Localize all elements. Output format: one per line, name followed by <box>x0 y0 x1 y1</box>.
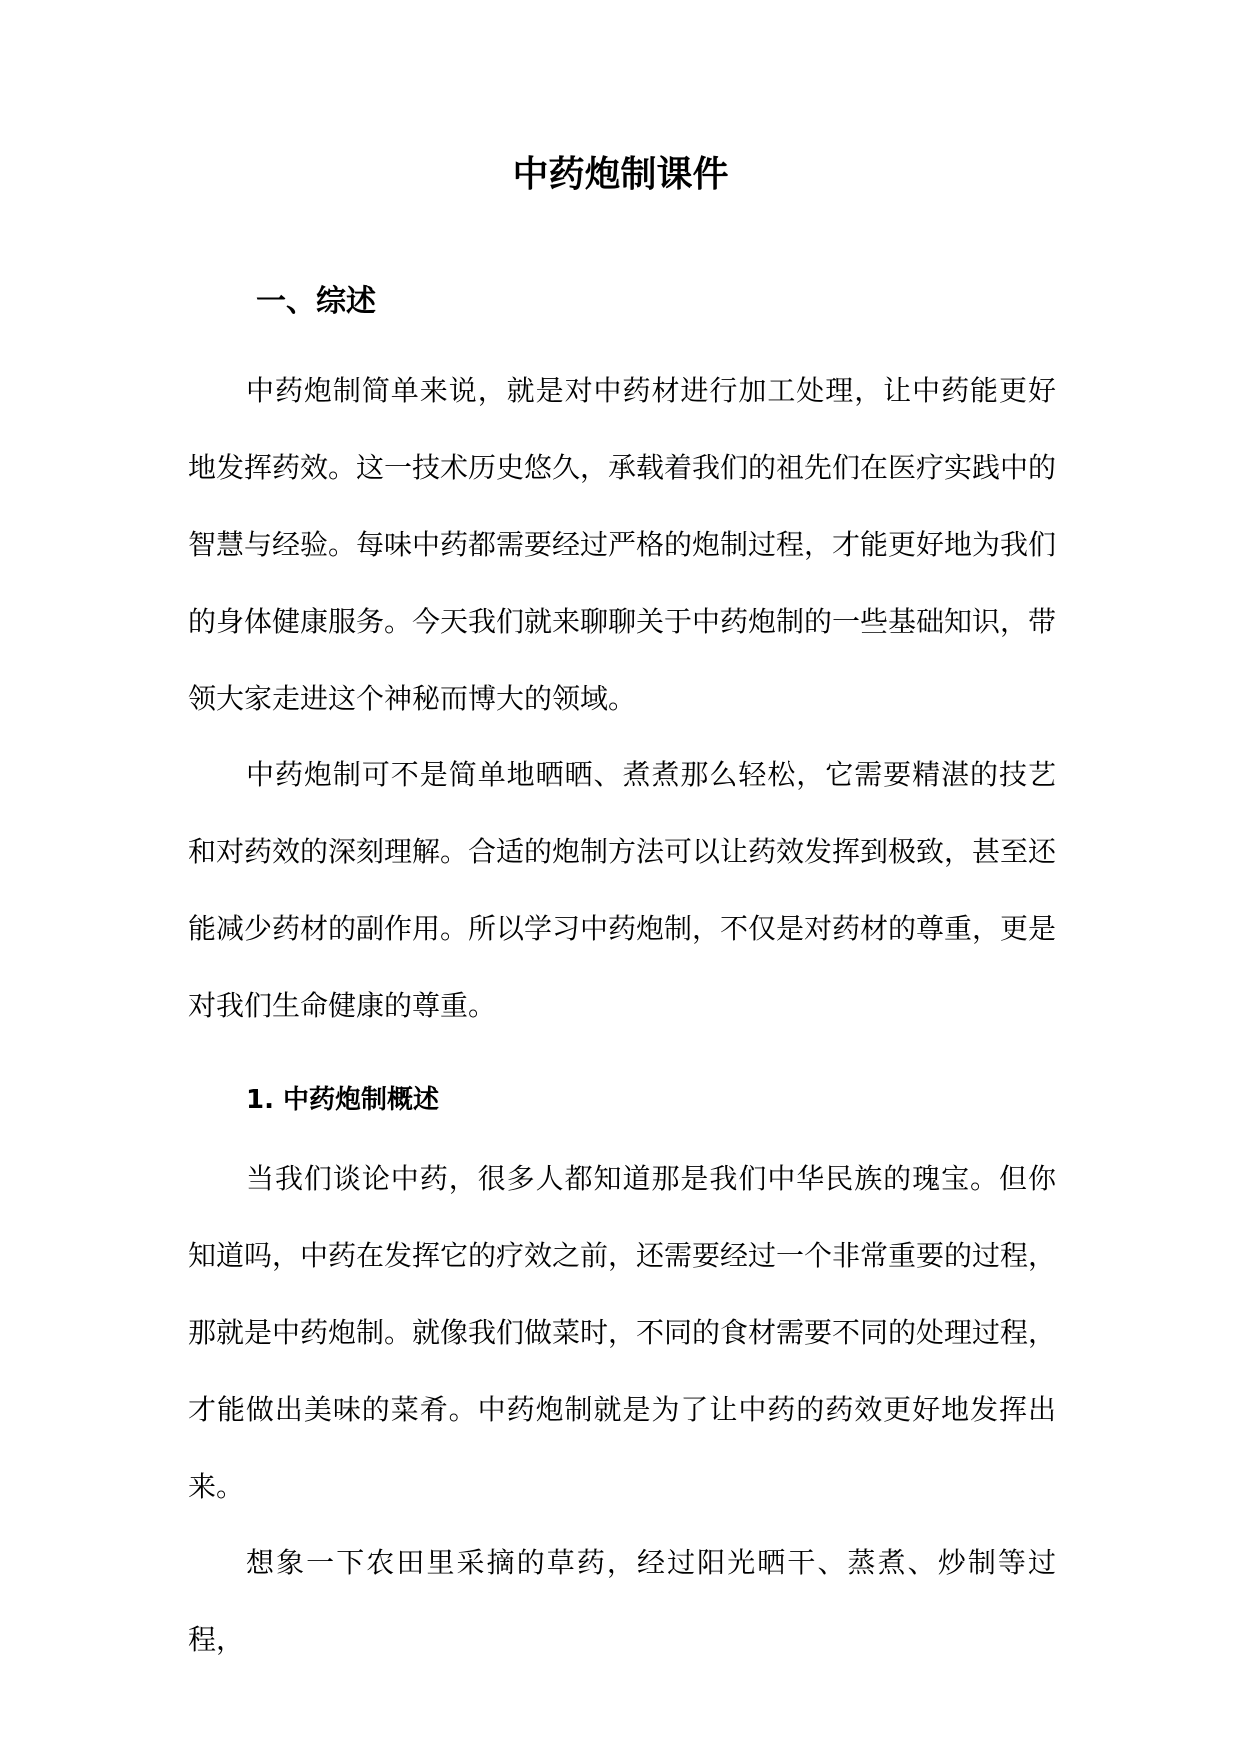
body-paragraph: 中药炮制可不是简单地晒晒、煮煮那么轻松，它需要精湛的技艺和对药效的深刻理解。合适的炮制方法可以让药效发挥到极致，甚至还能减少药材的副作用。所以学习中药炮制，不仅是对药材的尊重，更是对我们生命健康的尊重。 <box>188 758 1057 1022</box>
subsection-heading: 1. 中药炮制概述 <box>246 1085 440 1115</box>
body-paragraph: 想象一下农田里采摘的草药，经过阳光晒干、蒸煮、炒制等过程， <box>188 1546 1056 1656</box>
document-title: 中药炮制课件 <box>512 154 729 195</box>
body-paragraph: 当我们谈论中药，很多人都知道那是我们中华民族的瑰宝。但你知道吗，中药在发挥它的疗效之前，还需要经过一个非常重要的过程，那就是中药炮制。就像我们做菜时，不同的食材需要不同的处理过程，才能做出美味的菜肴。中药炮制就是为了让中药的药效更好地发挥出来。 <box>188 1162 1057 1503</box>
body-paragraph: 中药炮制简单来说，就是对中药材进行加工处理，让中药能更好地发挥药效。这一技术历史悠久，承载着我们的祖先们在医疗实践中的智慧与经验。每味中药都需要经过严格的炮制过程，才能更好地为我们的身体健康服务。今天我们就来聊聊关于中药炮制的一些基础知识，带领大家走进这个神秘而博大的领域。 <box>188 374 1057 715</box>
section-heading-overview: 一、综述 <box>256 284 376 319</box>
